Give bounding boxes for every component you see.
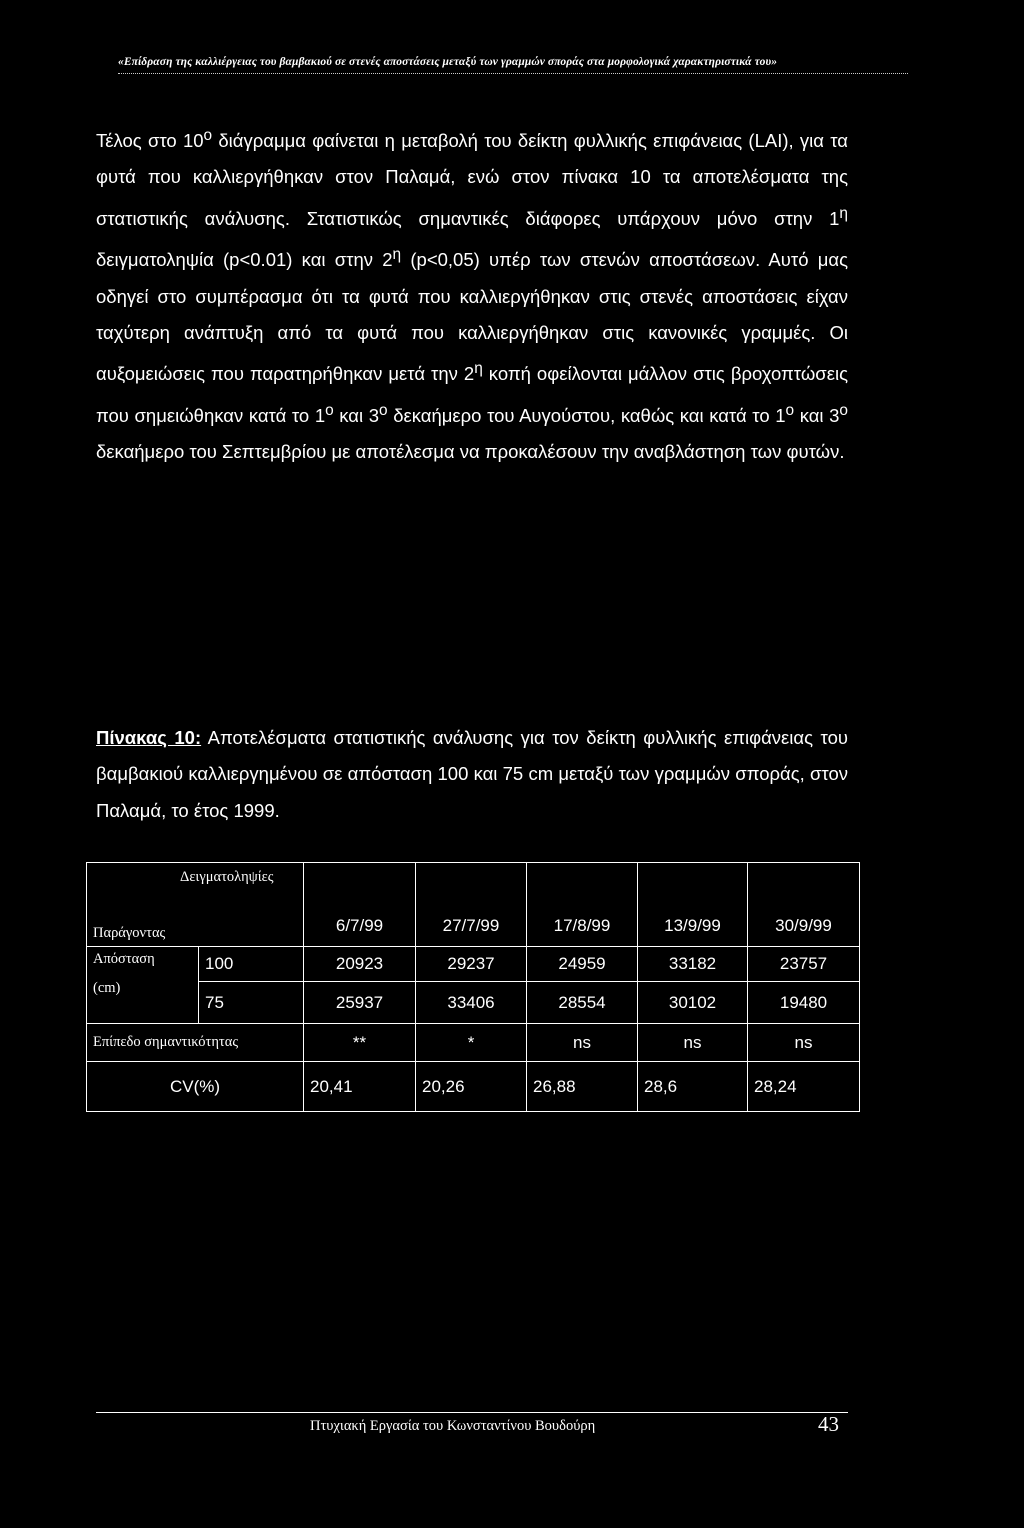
table-corner-cell (87, 863, 304, 947)
distance-label-cell (87, 947, 199, 1024)
date-header: 6/7/99 (304, 863, 416, 947)
superscript: η (839, 204, 848, 222)
significance-cell: * (416, 1024, 527, 1062)
body-paragraph (96, 118, 848, 470)
text-run: δεκαήμερο του Αυγούστου, καθώς και κατά το 1 (387, 404, 786, 426)
distance-unit: (cm) (93, 980, 121, 996)
cv-cell: 26,88 (527, 1062, 638, 1112)
corner-label-bottom: Παράγοντας (93, 925, 166, 941)
table-row (87, 1024, 860, 1062)
page-number: 43 (818, 1412, 839, 1436)
significance-cell: ns (527, 1024, 638, 1062)
table-cell: 19480 (748, 982, 860, 1024)
text-run: κοπή οφείλονται μάλλον στις βροχοπτώσεις που σημειώθηκαν κατά το 1 (96, 363, 848, 426)
table-row (87, 1062, 860, 1112)
table-cell: 29237 (416, 947, 527, 982)
superscript: ο (203, 127, 213, 144)
table-row (87, 982, 860, 1024)
table-header-row (87, 863, 860, 947)
footer-divider (96, 1412, 848, 1413)
table-row (87, 947, 860, 982)
table-caption-text: Αποτελέσματα στατιστικής ανάλυσης για τον δείκτη φυλλικής επιφάνειας του βαμβακιού καλλιεργημένου σε απόσταση 100 και 75 cm μεταξύ των γραμμών σποράς, στον Παλαμά, το έτος 1999. (96, 727, 848, 821)
table-cell: 28554 (527, 982, 638, 1024)
text-run: (p<0,05) υπέρ των στενών αποστάσεων. Αυτό μας οδηγεί στο συμπέρασμα ότι τα φυτά που καλλιεργήθηκαν στις στενές αποστάσεις είχαν ταχύτερη ανάπτυξη από τα φυτά που καλλιεργήθηκαν στις κανονικές γραμμές. Οι αυξομειώσεις που παρατηρήθηκαν μετά την 2 (96, 249, 848, 385)
corner-label-top: Δειγματοληψίες (180, 869, 274, 885)
table-cell: 30102 (638, 982, 748, 1024)
significance-label: Επίπεδο σημαντικότητας (87, 1024, 304, 1062)
distance-label: Απόσταση (93, 951, 155, 967)
date-header: 30/9/99 (748, 863, 860, 947)
table-caption-label: Πίνακας 10: (96, 727, 202, 748)
table-cell: 23757 (748, 947, 860, 982)
significance-cell: ns (638, 1024, 748, 1062)
superscript: ο (839, 401, 848, 419)
date-header: 13/9/99 (638, 863, 748, 947)
table-cell: 24959 (527, 947, 638, 982)
distance-value: 75 (199, 982, 304, 1024)
significance-cell: ** (304, 1024, 416, 1062)
cv-cell: 20,41 (304, 1062, 416, 1112)
superscript: ο (785, 401, 795, 419)
date-header: 17/8/99 (527, 863, 638, 947)
date-header: 27/7/99 (416, 863, 527, 947)
paragraph-text (96, 118, 848, 470)
table-cell: 25937 (304, 982, 416, 1024)
superscript: η (474, 360, 483, 378)
text-run: Τέλος στο 10 (96, 130, 204, 152)
table-caption (96, 720, 848, 829)
results-table (86, 862, 860, 1112)
superscript: ο (379, 401, 388, 419)
text-run: και 3 (794, 404, 840, 426)
table-cell: 20923 (304, 947, 416, 982)
table-cell: 33182 (638, 947, 748, 982)
running-header: «Επίδραση της καλλιέργειας του βαμβακιού σε στενές αποστάσεις μεταξύ των γραμμών σποράς στα μορφολογικά χαρακτηριστικά του» (118, 56, 778, 68)
superscript: ο (325, 401, 334, 419)
cv-cell: 28,6 (638, 1062, 748, 1112)
text-run: διάγραμμα φαίνεται η μεταβολή του δείκτη φυλλικής επιφάνειας (LAI), για τα φυτά που καλλιεργήθηκαν στον Παλαμά, ενώ στον πίνακα 10 τα αποτελέσματα της στατιστικής ανάλυσης. Στατιστικώς σημαντικές διάφορες υπάρχουν μόνο στην 1 (96, 130, 848, 229)
text-run: δεκαήμερο του Σεπτεμβρίου με αποτέλεσμα να προκαλέσουν την αναβλάστηση των φυτών. (96, 441, 845, 463)
cv-label: CV(%) (87, 1062, 304, 1112)
footer-author: Πτυχιακή Εργασία του Κωνσταντίνου Βουδούρη (310, 1418, 596, 1434)
significance-cell: ns (748, 1024, 860, 1062)
cv-cell: 20,26 (416, 1062, 527, 1112)
distance-value: 100 (199, 947, 304, 982)
header-divider (118, 73, 908, 74)
text-run: και 3 (333, 404, 380, 426)
text-run: δειγματοληψία (p<0.01) και στην 2 (96, 249, 393, 271)
superscript: η (392, 246, 402, 264)
table-cell: 33406 (416, 982, 527, 1024)
cv-cell: 28,24 (748, 1062, 860, 1112)
